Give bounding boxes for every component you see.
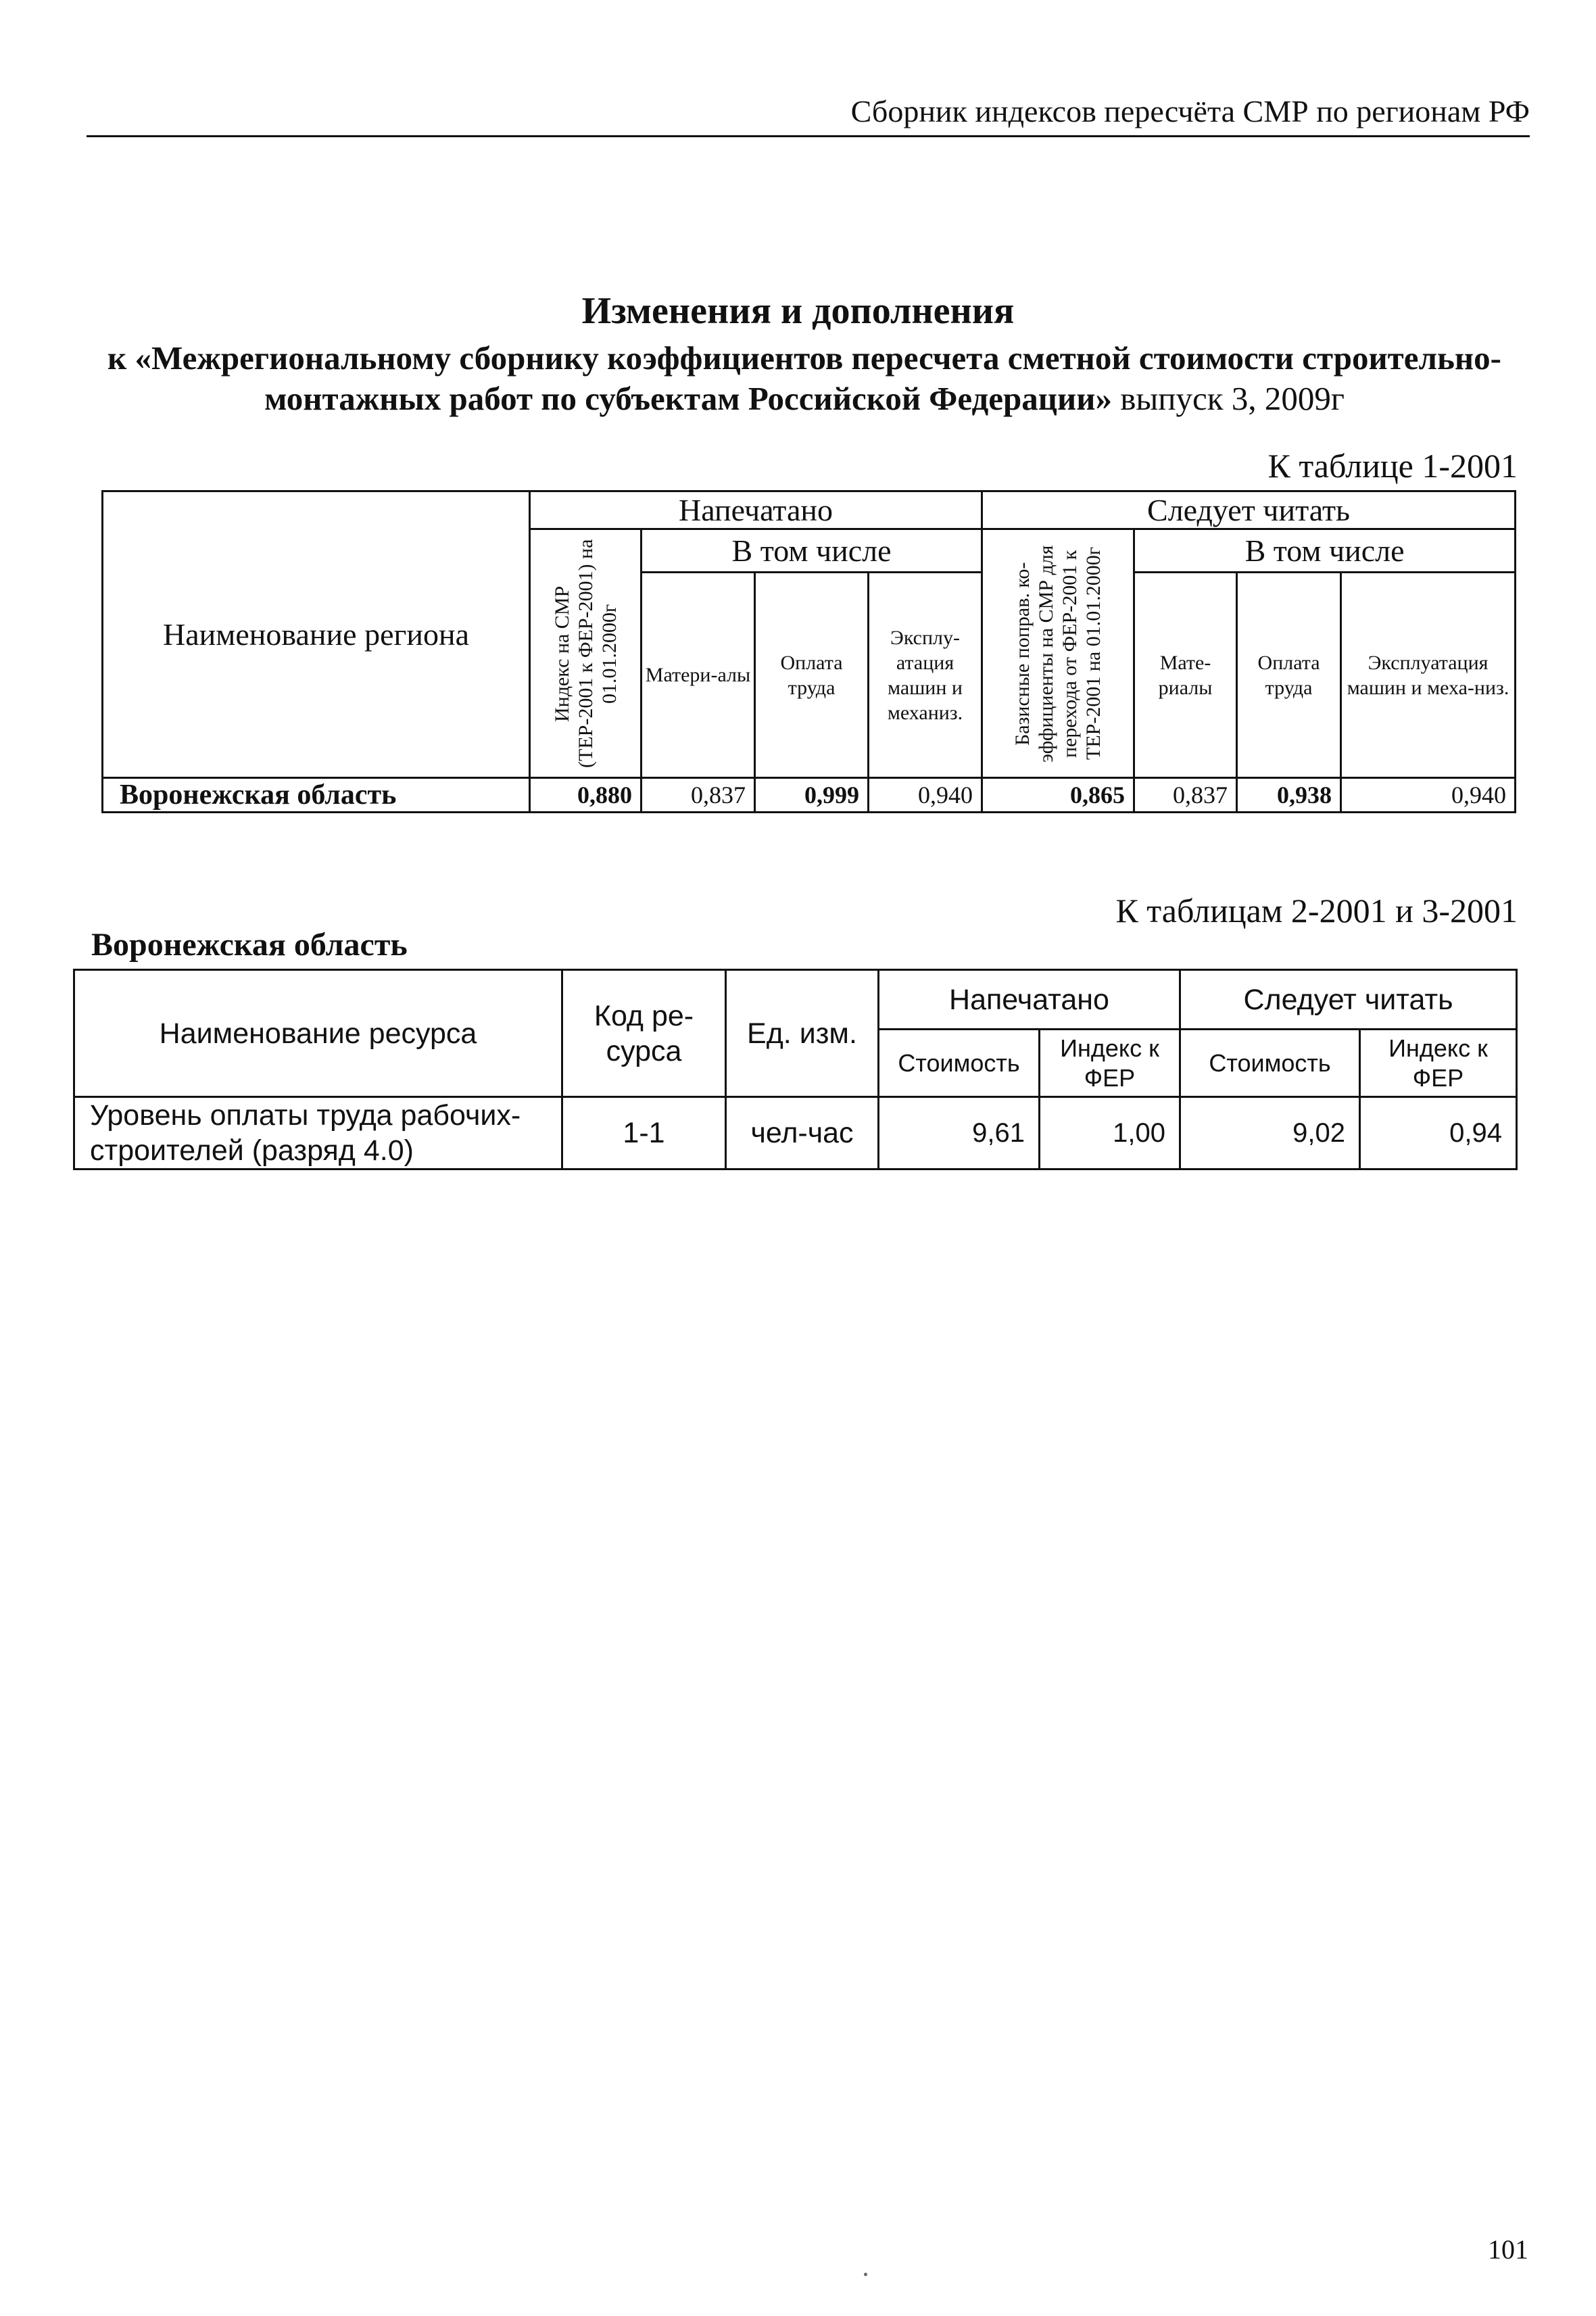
scan-speck (864, 2273, 867, 2276)
read-machines-header: Эксплуатация машин и меха-низ. (1341, 573, 1516, 778)
col-code-header: Код ре-сурса (562, 970, 726, 1097)
printed-header: Напечатано (530, 491, 982, 529)
cell-unit: чел-час (726, 1097, 879, 1169)
document-title: Изменения и дополнения (581, 290, 1015, 332)
read-materials-header: Мате-риалы (1134, 573, 1237, 778)
cell-read-materials: 0,837 (1134, 778, 1237, 813)
cell-printed-labor: 0,999 (755, 778, 869, 813)
subtitle-plain: выпуск 3, 2009г (1111, 380, 1345, 417)
printed-machines-header: Эксплу-атация машин и механиз. (869, 573, 982, 778)
table-row (74, 1097, 1517, 1169)
cell-read-labor: 0,938 (1237, 778, 1341, 813)
header-rule (87, 135, 1530, 137)
printed-cost-header: Стоимость (879, 1030, 1040, 1097)
table1-reference: К таблице 1-2001 (1267, 447, 1518, 485)
subtitle-bold: к «Межрегиональному сборнику коэффициентов пересчета сметной стоимости строительно-монтажных работ по субъектам Российской Федерации» (107, 339, 1501, 417)
col-region-header: Наименование региона (103, 491, 530, 778)
printed-labor-header: Оплата труда (755, 573, 869, 778)
cell-read-index: 0,865 (982, 778, 1134, 813)
read-fer-index-header: Индекс к ФЕР (1360, 1030, 1517, 1097)
cell-printed-materials: 0,837 (642, 778, 755, 813)
should-read-header: Следует читать (982, 491, 1516, 529)
printed-index-header (530, 529, 642, 778)
printed-fer-index-header: Индекс к ФЕР (1040, 1030, 1180, 1097)
cell-read-cost: 9,02 (1180, 1097, 1360, 1169)
read-labor-header: Оплата труда (1237, 573, 1341, 778)
col-resource-header: Наименование ресурса (74, 970, 562, 1097)
coefficients-table (101, 490, 1516, 813)
read-index-header (982, 529, 1134, 778)
cell-code: 1-1 (562, 1097, 726, 1169)
running-header: Сборник индексов пересчёта СМР по регионам РФ (850, 94, 1530, 128)
cell-printed-machines: 0,940 (869, 778, 982, 813)
cell-printed-cost: 9,61 (879, 1097, 1040, 1169)
printed-including-header: В том числе (642, 529, 982, 573)
resource-table (73, 969, 1518, 1170)
cell-read-machines: 0,940 (1341, 778, 1516, 813)
read-including-header: В том числе (1134, 529, 1516, 573)
read-cost-header: Стоимость (1180, 1030, 1360, 1097)
page-number: 101 (1488, 2234, 1528, 2265)
region-heading: Воронежская область (91, 927, 408, 963)
cell-read-index: 0,94 (1360, 1097, 1517, 1169)
should-read-header: Следует читать (1180, 970, 1517, 1030)
read-index-label: Базисные поправ. ко-эффициенты на СМР для перехода от ФЕР-2001 к ТЕР-2001 на 01.01.2000г (1011, 544, 1105, 763)
cell-printed-index: 0,880 (530, 778, 642, 813)
printed-materials-header: Матери-алы (642, 573, 755, 778)
cell-resource: Уровень оплаты труда рабочих-строителей (разряд 4.0) (74, 1097, 562, 1169)
printed-index-label: Индекс на СМР (ТЕР-2001 к ФЕР-2001) на 01.01.2000г (550, 539, 621, 768)
col-unit-header: Ед. изм. (726, 970, 879, 1097)
document-subtitle (101, 338, 1507, 419)
cell-printed-index: 1,00 (1040, 1097, 1180, 1169)
table-row (103, 778, 1516, 813)
row-region: Воронежская область (103, 778, 530, 813)
printed-header: Напечатано (879, 970, 1180, 1030)
table2-reference: К таблицам 2-2001 и 3-2001 (1115, 892, 1518, 930)
